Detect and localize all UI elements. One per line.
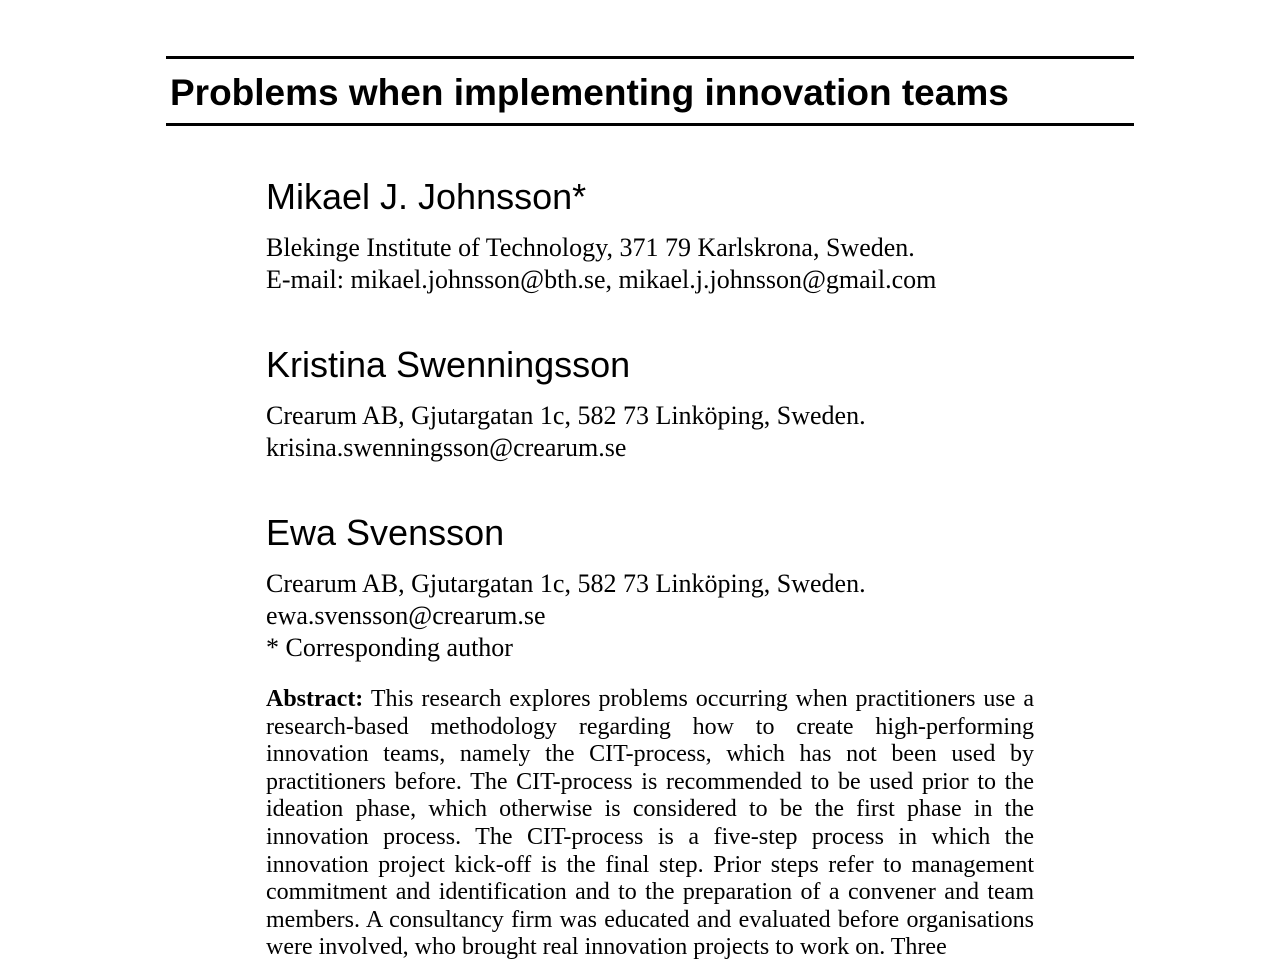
author-block-swenningsson [266,340,1034,464]
author-email: krisina.swenningsson@crearum.se [266,433,627,462]
author-affiliation: Blekinge Institute of Technology, 371 79 Karlskrona, Sweden. [266,233,915,262]
title-top-rule [166,56,1134,59]
title-bottom-rule [166,123,1134,126]
author-block-johnsson [266,172,1034,296]
paper-title: Problems when implementing innovation teams [170,72,1009,113]
author-email: ewa.svensson@crearum.se [266,601,546,630]
author-list [266,172,1034,708]
abstract-text: This research explores problems occurring when practitioners use a research-based methodology regarding how to create high-performing innovation teams, namely the CIT-process, which has not been used by practitioners before. The CIT-process is recommended to be used prior to the ideation phase, which otherwise is considered to be the first phase in the innovation process. The CIT-process is a five-step process in which the innovation project kick-off is the final step. Prior steps refer to management commitment and identification and to the preparation of a convener and team members. A consultancy firm was educated and evaluated before organisations were involved, who brought real innovation projects to work on. Three [266,686,1034,961]
author-email: E-mail: mikael.johnsson@bth.se, mikael.j.johnsson@gmail.com [266,265,937,294]
abstract-label: Abstract: [266,686,364,712]
author-name: Kristina Swenningsson [266,344,631,385]
author-block-svensson [266,508,1034,664]
corresponding-author-note: * Corresponding author [266,633,513,662]
author-affiliation: Crearum AB, Gjutargatan 1c, 582 73 Linköping, Sweden. [266,569,866,598]
author-name: Ewa Svensson [266,512,505,553]
author-name: Mikael J. Johnsson* [266,176,587,217]
author-affiliation: Crearum AB, Gjutargatan 1c, 582 73 Linköping, Sweden. [266,401,866,430]
abstract [266,686,1034,962]
